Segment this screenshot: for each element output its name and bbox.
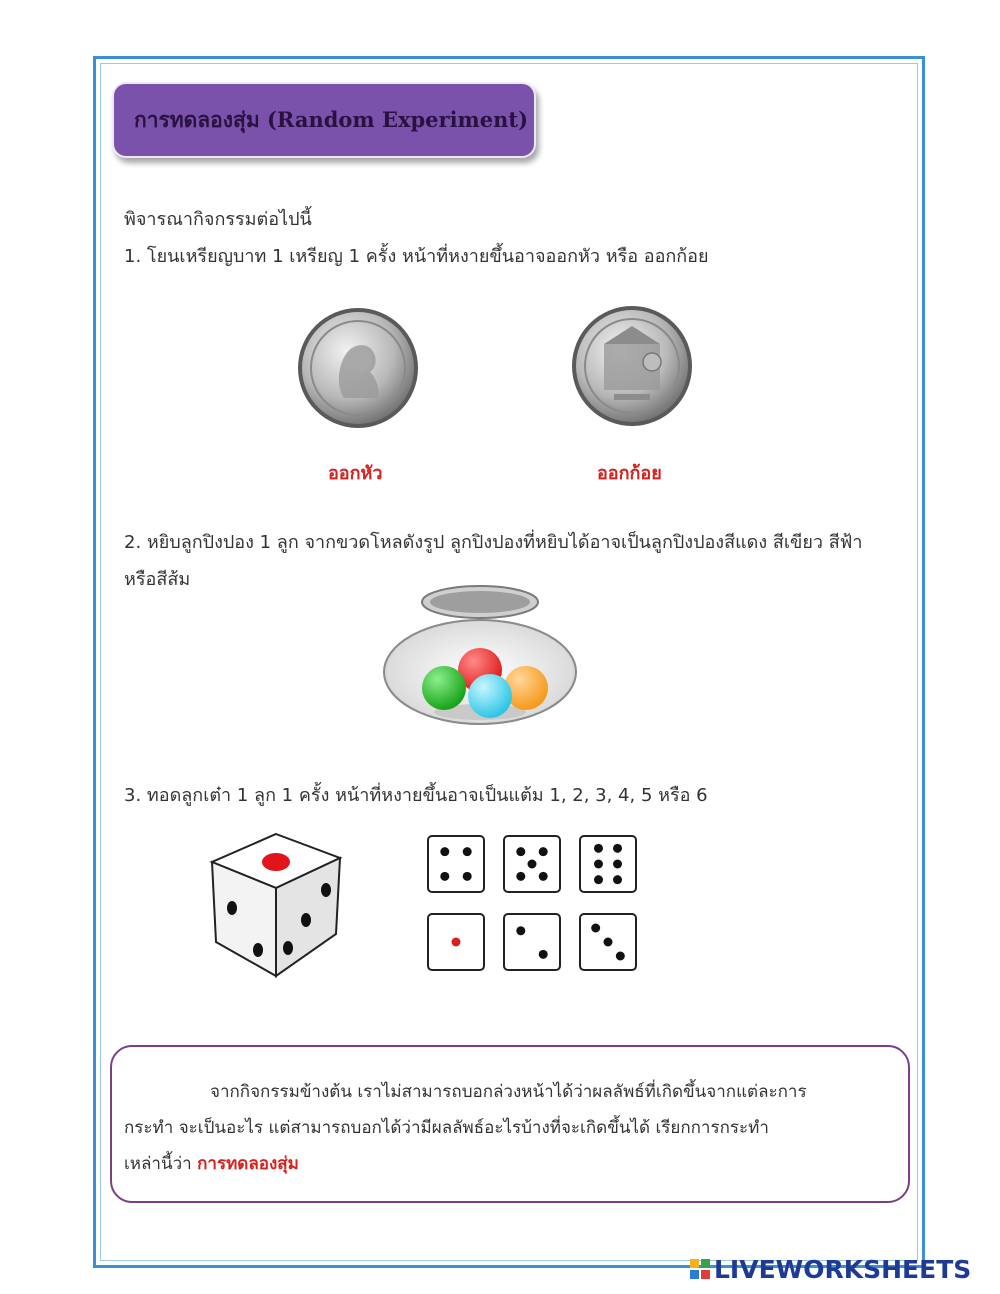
summary-line-3	[124, 1150, 299, 1177]
die-pip	[594, 860, 603, 869]
die-pip	[463, 872, 472, 881]
die-face-3	[580, 914, 636, 970]
liveworksheets-brand[interactable]	[690, 1253, 971, 1285]
ball-green	[422, 666, 466, 710]
item-2-text-line2: หรือสีส้ม	[124, 569, 191, 590]
ball-blue	[468, 674, 512, 718]
die-pip	[516, 926, 525, 935]
die-pip	[516, 847, 525, 856]
die-pip	[539, 950, 548, 959]
die-pip	[539, 872, 548, 881]
die-pip	[463, 847, 472, 856]
die-face-5	[504, 836, 560, 892]
die-face-1	[428, 914, 484, 970]
jar-with-balls-image	[380, 580, 580, 730]
die-pip	[613, 875, 622, 884]
coin-heads-image	[296, 306, 420, 430]
die-pip	[604, 938, 613, 947]
die-pip	[516, 872, 525, 881]
dice-faces-grid	[424, 832, 654, 977]
coin-heads-label: ออกหัว	[328, 463, 383, 484]
die-pip	[452, 938, 461, 947]
die-pip	[440, 872, 449, 881]
summary-keyword: การทดลองสุ่ม	[197, 1154, 299, 1174]
die-pip	[594, 875, 603, 884]
die-pip	[591, 924, 600, 933]
die-face-2	[504, 914, 560, 970]
summary-line-2: กระทำ จะเป็นอะไร แต่สามารถบอกได้ว่ามีผลลัพธ์อะไรบ้างที่จะเกิดขึ้นได้ เรียกการกระทำ	[124, 1118, 769, 1138]
liveworksheets-logo-icon	[690, 1259, 710, 1279]
coin-tails-image	[570, 304, 694, 428]
coin-tails-label: ออกก้อย	[597, 463, 662, 484]
item-1-text: 1. โยนเหรียญบาท 1 เหรียญ 1 ครั้ง หน้าที่หงายขึ้นอาจออกหัว หรือ ออกก้อย	[124, 246, 709, 267]
summary-line-1: จากกิจกรรมข้างต้น เราไม่สามารถบอกล่วงหน้าได้ว่าผลลัพธ์ที่เกิดขึ้นจากแต่ละการ	[210, 1082, 807, 1102]
item-2-text-line1: 2. หยิบลูกปิงปอง 1 ลูก จากขวดโหลดังรูป ลูกปิงปองที่หยิบได้อาจเป็นลูกปิงปองสีแดง สีเขียว สีฟ้า	[124, 532, 863, 553]
die-face-6	[580, 836, 636, 892]
die-pip	[613, 844, 622, 853]
die-pip	[539, 847, 548, 856]
title-banner	[112, 82, 536, 158]
die-pip	[440, 847, 449, 856]
intro-text: พิจารณากิจกรรมต่อไปนี้	[124, 209, 312, 230]
brand-name: LIVEWORKSHEETS	[714, 1254, 972, 1284]
die-3d-image	[208, 830, 344, 980]
die-face-4	[428, 836, 484, 892]
item-3-text: 3. ทอดลูกเต๋า 1 ลูก 1 ครั้ง หน้าที่หงายขึ้นอาจเป็นแต้ม 1, 2, 3, 4, 5 หรือ 6	[124, 785, 708, 806]
die-pip	[528, 860, 537, 869]
die-pip	[594, 844, 603, 853]
summary-line-3-prefix: เหล่านี้ว่า	[124, 1154, 198, 1174]
die-pip	[613, 860, 622, 869]
die-pip	[616, 952, 625, 961]
page-title: การทดลองสุ่ม (Random Experiment)	[134, 106, 529, 132]
